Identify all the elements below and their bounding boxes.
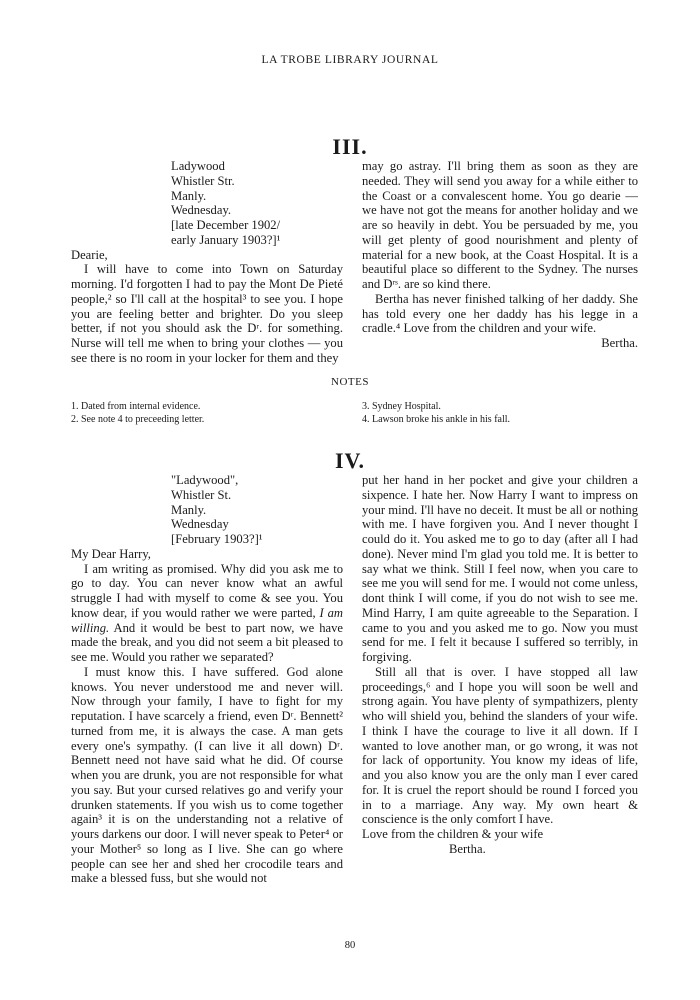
paragraph <box>71 562 343 665</box>
note-item: 3. Sydney Hospital. <box>362 401 441 412</box>
paragraph: Bertha has never finished talking of her daddy. She has told every one her daddy has his legge in a cradle.⁴ Love from the children and your wife. <box>362 291 638 336</box>
letter-3-column-1 <box>71 159 343 366</box>
notes-right <box>362 401 510 426</box>
salutation: My Dear Harry, <box>71 546 151 561</box>
paragraph: put her hand in her pocket and give your children a sixpence. I hate her. Now Harry I want to impress on your mind. I'll have no deceit. It must be all or nothing with me. I have forgiven you. And I never thought I could do it. You asked me to go to day (after all I had done). Never mind I'm glad you told me. It is better to say what we think. Still I feel now, when you care to see me you will send for me. I would not come unless, dont think I will come, if you do not wish to see me. Mind Harry, I am quite agreeable to the Separation. I came to you and you asked me to go. Now you must send for me. I felt it because I suffered so terribly, in forgiving. <box>362 473 638 664</box>
signature: Bertha. <box>449 841 486 856</box>
running-head: LA TROBE LIBRARY JOURNAL <box>261 54 439 66</box>
address-line: Whistler Str. <box>171 173 235 188</box>
address-line: Whistler St. <box>171 487 232 502</box>
notes-heading: NOTES <box>331 376 369 388</box>
address-line: early January 1903?]¹ <box>171 232 281 247</box>
address-line: Manly. <box>171 502 207 517</box>
address-line: Wednesday. <box>171 203 232 218</box>
address-line: [February 1903?]¹ <box>171 532 263 546</box>
signature: Bertha. <box>601 336 638 350</box>
letter-4-column-1 <box>71 473 343 886</box>
paragraph-text: I am writing as promised. Why did you ask me to go to day. You can never know what an awful struggle I had with myself to come & see you. You know dear, if you would rather we were parted, <box>71 561 343 620</box>
paragraph: may go astray. I'll bring them as soon as they are needed. They will send you away for a while either to the Coast or a convalescent home. You go dearie — we have not got the means for another holiday and we are so heavily in debt. You be persuaded by me, you will get plenty of good nourishment and plenty of material for a new book, at the Coast Hospital. It is a beautiful place so different to the Sydney. The nurses and Dʳˢ. are so kind there. <box>362 159 638 291</box>
address-line: [late December 1902/ <box>171 218 281 232</box>
address-line: Wednesday <box>171 517 229 532</box>
note-item: 4. Lawson broke his ankle in his fall. <box>362 413 511 425</box>
address-line: "Ladywood", <box>171 473 239 487</box>
letter-4-column-2 <box>362 473 638 857</box>
paragraph: I must know this. I have suffered. God alone knows. You never understood me and never will. Now through your family, I have to fight for my reputation. I have scarcely a friend, even Dʳ. Bennett² turned from me, it is always the case. A man gets every one's sympathy. (I can live it all down) Dʳ. Bennett need not have said what he did. Of course when you are drunk, you are not responsible for what you say. But your cursed relatives go and verify your drunken statements. If you wish us to come together again³ it is on the understanding not a relative of yours darkens our door. I will never speak to Peter⁴ or your Mother⁵ so long as I live. She can go where people can see her and shed her crocodile tears and make a blessed fuss, but she would not <box>71 664 343 886</box>
notes-left <box>71 401 204 426</box>
letter-3-address <box>71 159 343 248</box>
letter-3-column-2 <box>362 159 638 351</box>
letter-4-heading: IV. <box>334 448 366 473</box>
note-item: 2. See note 4 to preceeding letter. <box>71 413 205 425</box>
letter-3-heading: III. <box>332 134 368 159</box>
page-number: 80 <box>344 940 356 951</box>
note-item: 1. Dated from internal evidence. <box>71 401 201 412</box>
paragraph: Still all that is over. I have stopped all law proceedings,⁶ and I hope you will soon be well and strong again. You have plenty of sympathizers, plenty who will shield you, behind the slanders of your wife. I think I have the courage to live it all down. If I wanted to love another man, or go wrong, it was not for lack of opportunity. You know my ideas of life, and you also know you are the only man I ever cared for. It is cruel the report should be round I forced you in to a marriage. Any way. My own heart & conscience is the only comfort I have. <box>362 664 638 827</box>
letter-4-address <box>71 473 343 547</box>
address-line: Ladywood <box>171 159 225 173</box>
address-line: Manly. <box>171 188 207 203</box>
salutation: Dearie, <box>71 247 108 262</box>
closing: Love from the children & your wife <box>362 827 544 841</box>
paragraph-text: And it would be best to part now, we have made the break, and you did not seem a bit pleased to see me. Would you rather we separated? <box>71 620 343 664</box>
paragraph: I will have to come into Town on Saturday morning. I'd forgotten I had to pay the Mont De Pieté people,² so I'll call at the hospital³ to see you. I hope you are feeling better and brighter. Do you sleep better, if not you should ask the Dʳ. for something. Nurse will tell me when to bring your clothes — you see there is no room in your locker for them and they <box>71 262 343 365</box>
italic-phrase: I am willing. <box>71 605 343 635</box>
